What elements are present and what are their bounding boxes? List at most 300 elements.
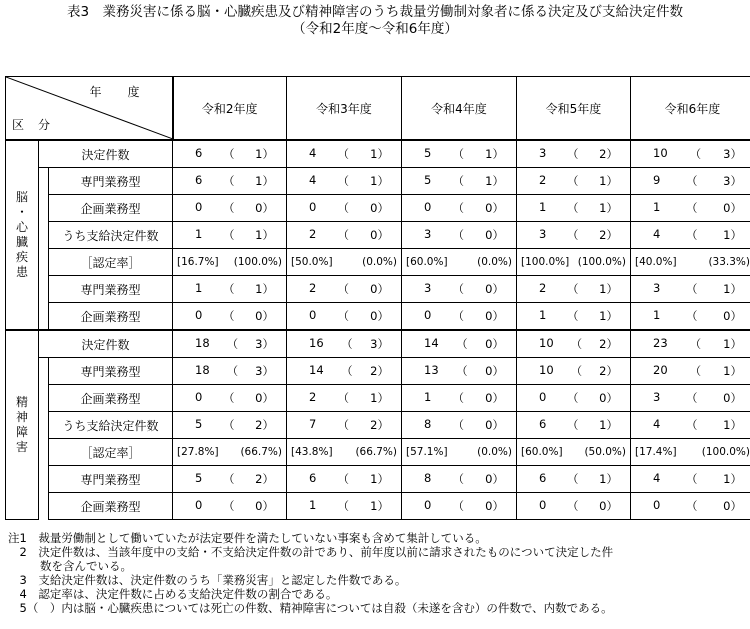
- note-3: 3 支給決定件数は、決定件数のうち「業務災害」と認定した件数である。: [8, 573, 407, 587]
- value-cell: [402, 195, 517, 222]
- note-2: 2 決定件数は、当該年度中の支給・不支給決定件数の計であり、前年度以前に請求されたものについて決定した件: [8, 545, 614, 559]
- value-part: 4: [653, 227, 661, 241]
- section-label-char: 脳: [15, 190, 28, 204]
- value-part: 5: [195, 417, 203, 431]
- value-part: 3）: [723, 147, 742, 161]
- value-part: （: [567, 147, 579, 161]
- value-part: 0）: [599, 391, 618, 405]
- value-part: （: [337, 201, 349, 215]
- value-part: 0）: [485, 282, 504, 296]
- value-part: 0）: [485, 309, 504, 323]
- value-cell: [402, 222, 517, 249]
- indent-cell: [39, 249, 49, 276]
- value-part: (0.0%): [477, 446, 512, 458]
- value-part: （: [570, 364, 583, 378]
- value-cell: [517, 493, 631, 520]
- value-part: 2: [309, 227, 317, 241]
- indent-cell: [39, 276, 49, 303]
- value-part: （: [689, 337, 702, 351]
- value-part: （: [686, 309, 698, 323]
- value-cell: [402, 330, 517, 358]
- table-row: [6, 439, 750, 466]
- value-part: 3: [653, 390, 661, 404]
- value-part: 0: [539, 390, 547, 404]
- header-nendo: 年度: [89, 85, 166, 99]
- value-cell: [517, 466, 631, 493]
- value-part: 3: [653, 281, 661, 295]
- value-part: 1）: [599, 472, 618, 486]
- value-cell: [517, 168, 631, 195]
- table-row: [6, 358, 750, 385]
- value-part: [40.0%]: [635, 256, 677, 268]
- value-cell: [631, 140, 750, 168]
- value-part: （: [341, 337, 353, 351]
- value-cell: [287, 168, 402, 195]
- value-part: 0）: [485, 228, 504, 242]
- value-part: 0）: [255, 201, 274, 215]
- table-row: [6, 385, 750, 412]
- value-part: 2）: [370, 418, 389, 432]
- value-cell: [402, 439, 517, 466]
- value-part: （: [452, 499, 464, 513]
- indent-cell: [39, 358, 49, 385]
- value-part: （: [452, 174, 464, 188]
- value-part: 4: [309, 146, 317, 160]
- section-label: [6, 330, 39, 520]
- value-cell: [173, 439, 287, 466]
- row-label: うち支給決定件数: [49, 412, 173, 439]
- value-cell: [173, 140, 287, 168]
- row-label: 決定件数: [39, 330, 173, 358]
- note-5: 5（ ）内は脳・心臓疾患については死亡の件数、精神障害については自殺（未遂を含む）の件数で、内数である。: [8, 601, 613, 615]
- row-label: 専門業務型: [49, 358, 173, 385]
- value-part: [16.7%]: [177, 256, 219, 268]
- table-row: [6, 140, 750, 168]
- value-part: 16: [309, 336, 324, 350]
- value-part: 1）: [255, 282, 274, 296]
- value-part: (100.0%): [577, 256, 626, 268]
- value-part: 6: [539, 471, 547, 485]
- value-part: 5: [424, 173, 432, 187]
- value-part: 23: [653, 336, 668, 350]
- value-part: 1）: [599, 174, 618, 188]
- value-part: [43.8%]: [291, 446, 333, 458]
- value-part: （: [686, 174, 698, 188]
- value-cell: [631, 222, 750, 249]
- row-label: 専門業務型: [49, 276, 173, 303]
- value-cell: [402, 303, 517, 331]
- value-part: 10: [539, 363, 554, 377]
- value-part: 0）: [723, 309, 742, 323]
- indent-cell: [39, 493, 49, 520]
- table-row: [6, 303, 750, 331]
- value-part: 0）: [370, 228, 389, 242]
- indent-cell: [39, 439, 49, 466]
- value-cell: [631, 466, 750, 493]
- value-cell: [287, 439, 402, 466]
- value-part: 1: [539, 308, 547, 322]
- value-part: 0: [424, 200, 432, 214]
- table-row: [6, 168, 750, 195]
- value-cell: [402, 276, 517, 303]
- value-part: 1）: [485, 174, 504, 188]
- value-cell: [173, 222, 287, 249]
- value-part: 2: [309, 390, 317, 404]
- value-part: 0）: [485, 201, 504, 215]
- value-part: （: [223, 147, 235, 161]
- value-cell: [173, 385, 287, 412]
- value-part: 18: [195, 336, 210, 350]
- value-part: 2）: [599, 364, 618, 378]
- value-part: （: [337, 228, 349, 242]
- value-part: 1）: [370, 391, 389, 405]
- value-part: (0.0%): [362, 256, 397, 268]
- year-header: 令和3年度: [287, 77, 402, 141]
- year-header: 令和5年度: [517, 77, 631, 141]
- value-part: （: [686, 499, 698, 513]
- indent-cell: [39, 466, 49, 493]
- value-part: 0: [424, 498, 432, 512]
- section-label-char: 害: [15, 440, 28, 454]
- value-part: 1）: [370, 174, 389, 188]
- value-part: 9: [653, 173, 661, 187]
- title-line-2: （令和2年度～令和6年度）: [292, 21, 458, 37]
- value-part: 1: [539, 200, 547, 214]
- value-part: 0）: [723, 499, 742, 513]
- value-part: 3: [424, 227, 432, 241]
- section-label-char: 心: [15, 220, 28, 234]
- value-cell: [517, 249, 631, 276]
- value-part: 3: [539, 227, 547, 241]
- value-part: 5: [424, 146, 432, 160]
- value-part: 3）: [255, 337, 274, 351]
- header-kubun: 区分: [12, 118, 65, 132]
- value-cell: [631, 412, 750, 439]
- indent-cell: [39, 168, 49, 195]
- value-part: （: [452, 201, 464, 215]
- value-cell: [631, 439, 750, 466]
- value-part: 1）: [723, 228, 742, 242]
- value-part: 0）: [255, 309, 274, 323]
- value-part: 0: [195, 308, 203, 322]
- indent-cell: [39, 412, 49, 439]
- value-part: 1）: [599, 418, 618, 432]
- value-part: (100.0%): [701, 446, 750, 458]
- section-label: [6, 140, 39, 330]
- value-cell: [287, 385, 402, 412]
- section-label-char: 障: [15, 425, 28, 439]
- value-cell: [173, 276, 287, 303]
- value-cell: [517, 195, 631, 222]
- value-part: 2）: [599, 147, 618, 161]
- value-part: 0）: [485, 337, 504, 351]
- value-part: 0）: [485, 418, 504, 432]
- value-cell: [287, 412, 402, 439]
- value-part: （: [567, 391, 579, 405]
- value-part: 6: [539, 417, 547, 431]
- value-part: （: [337, 391, 349, 405]
- value-cell: [287, 330, 402, 358]
- value-part: 1）: [485, 147, 504, 161]
- note-1: 注1 裁量労働制として働いていたが法定要件を満たしていない事案も含めて集計している。: [8, 531, 487, 545]
- indent-cell: [39, 303, 49, 331]
- table-row: [6, 195, 750, 222]
- value-cell: [173, 466, 287, 493]
- value-part: 2: [539, 281, 547, 295]
- value-cell: [402, 249, 517, 276]
- value-part: （: [337, 418, 349, 432]
- table-title: [0, 4, 750, 38]
- value-part: 1: [653, 200, 661, 214]
- value-part: （: [337, 282, 349, 296]
- table-row: [6, 222, 750, 249]
- value-part: （: [452, 228, 464, 242]
- value-part: （: [567, 282, 579, 296]
- row-label: 専門業務型: [49, 466, 173, 493]
- value-part: （: [223, 391, 235, 405]
- value-part: 0）: [255, 499, 274, 513]
- value-part: 0: [195, 390, 203, 404]
- value-part: 1）: [599, 282, 618, 296]
- value-part: （: [452, 391, 464, 405]
- value-part: （: [452, 147, 464, 161]
- value-part: （: [686, 228, 698, 242]
- value-part: 14: [309, 363, 324, 377]
- value-cell: [402, 493, 517, 520]
- value-cell: [517, 276, 631, 303]
- note-4: 4 認定率は、決定件数に占める支給決定件数の割合である。: [8, 587, 338, 601]
- value-part: 1）: [370, 499, 389, 513]
- value-part: (50.0%): [584, 446, 626, 458]
- value-part: 0）: [485, 364, 504, 378]
- value-part: （: [567, 228, 579, 242]
- value-part: 1）: [370, 147, 389, 161]
- section-label-char: 疾: [15, 250, 28, 264]
- value-part: 0）: [485, 499, 504, 513]
- value-cell: [402, 168, 517, 195]
- row-label: うち支給決定件数: [49, 222, 173, 249]
- value-part: 0）: [255, 391, 274, 405]
- value-cell: [631, 168, 750, 195]
- value-cell: [287, 466, 402, 493]
- value-cell: [631, 195, 750, 222]
- value-part: （: [452, 282, 464, 296]
- value-cell: [631, 303, 750, 331]
- value-part: （: [567, 201, 579, 215]
- value-part: （: [226, 364, 239, 378]
- year-header: 令和2年度: [173, 77, 287, 141]
- value-cell: [173, 168, 287, 195]
- value-cell: [173, 412, 287, 439]
- table-row: [6, 330, 750, 358]
- value-part: 0）: [370, 282, 389, 296]
- value-cell: [173, 330, 287, 358]
- value-part: （: [226, 337, 239, 351]
- value-part: 14: [424, 336, 439, 350]
- indent-cell: [39, 195, 49, 222]
- value-part: 1）: [723, 282, 742, 296]
- value-cell: [287, 222, 402, 249]
- value-part: 0: [539, 498, 547, 512]
- table-row: [6, 412, 750, 439]
- value-part: 10: [539, 336, 554, 350]
- value-part: （: [337, 499, 349, 513]
- value-part: [60.0%]: [406, 256, 448, 268]
- row-label: ［認定率］: [49, 249, 173, 276]
- value-part: 2）: [599, 228, 618, 242]
- value-cell: [517, 140, 631, 168]
- value-part: 5: [195, 471, 203, 485]
- value-part: 1）: [723, 472, 742, 486]
- value-part: （: [337, 309, 349, 323]
- value-part: 1）: [599, 309, 618, 323]
- header-corner: [6, 77, 173, 141]
- value-part: 0: [309, 200, 317, 214]
- row-label: 決定件数: [39, 140, 173, 168]
- value-part: 3）: [255, 364, 274, 378]
- value-part: （: [456, 364, 468, 378]
- indent-cell: [39, 385, 49, 412]
- note-2-cont: 数を含んでいる。: [40, 559, 132, 573]
- value-part: (66.7%): [355, 446, 397, 458]
- value-part: 8: [424, 471, 432, 485]
- value-cell: [631, 385, 750, 412]
- value-part: （: [686, 418, 698, 432]
- value-part: 2）: [255, 472, 274, 486]
- value-cell: [402, 412, 517, 439]
- value-part: 1）: [255, 174, 274, 188]
- value-part: [17.4%]: [635, 446, 677, 458]
- value-part: （: [223, 499, 235, 513]
- section-label-char: ・: [15, 205, 28, 219]
- value-part: 0）: [599, 499, 618, 513]
- value-part: 1）: [723, 337, 742, 351]
- indent-cell: [39, 222, 49, 249]
- value-part: 1）: [255, 147, 274, 161]
- value-cell: [631, 249, 750, 276]
- value-cell: [173, 303, 287, 331]
- value-part: 0: [309, 308, 317, 322]
- value-cell: [517, 303, 631, 331]
- value-part: 1: [653, 308, 661, 322]
- value-part: (0.0%): [477, 256, 512, 268]
- value-part: （: [456, 337, 468, 351]
- value-cell: [402, 466, 517, 493]
- value-cell: [287, 276, 402, 303]
- value-part: 0: [653, 498, 661, 512]
- value-cell: [631, 276, 750, 303]
- value-part: 6: [195, 146, 203, 160]
- value-part: [27.8%]: [177, 446, 219, 458]
- value-cell: [517, 439, 631, 466]
- value-part: 0: [424, 308, 432, 322]
- value-part: （: [686, 201, 698, 215]
- value-cell: [517, 222, 631, 249]
- value-part: 1）: [599, 201, 618, 215]
- value-part: 4: [653, 417, 661, 431]
- value-cell: [287, 358, 402, 385]
- value-part: [100.0%]: [521, 256, 570, 268]
- value-part: 2）: [599, 337, 618, 351]
- value-part: （: [223, 309, 235, 323]
- value-part: （: [223, 228, 235, 242]
- value-cell: [517, 385, 631, 412]
- value-part: （: [223, 201, 235, 215]
- value-part: 4: [309, 173, 317, 187]
- value-part: （: [337, 147, 349, 161]
- footnotes: [8, 531, 613, 615]
- value-part: 6: [195, 173, 203, 187]
- value-cell: [402, 385, 517, 412]
- value-part: （: [686, 282, 698, 296]
- value-part: （: [570, 337, 583, 351]
- value-part: 0）: [723, 201, 742, 215]
- value-part: 0）: [370, 309, 389, 323]
- value-part: 1）: [723, 418, 742, 432]
- value-part: （: [452, 472, 464, 486]
- value-part: 8: [424, 417, 432, 431]
- value-cell: [287, 140, 402, 168]
- value-cell: [631, 330, 750, 358]
- value-cell: [173, 358, 287, 385]
- value-part: [57.1%]: [406, 446, 448, 458]
- row-label: 企画業務型: [49, 385, 173, 412]
- statistics-table: [5, 76, 750, 520]
- value-part: （: [689, 364, 702, 378]
- value-part: 4: [653, 471, 661, 485]
- value-part: 0）: [485, 391, 504, 405]
- value-part: （: [686, 391, 698, 405]
- value-cell: [631, 358, 750, 385]
- value-part: （: [337, 472, 349, 486]
- value-part: （: [686, 472, 698, 486]
- value-cell: [173, 195, 287, 222]
- section-label-char: 神: [15, 410, 28, 424]
- value-cell: [287, 195, 402, 222]
- row-label: 企画業務型: [49, 303, 173, 331]
- year-header: 令和4年度: [402, 77, 517, 141]
- value-part: 20: [653, 363, 668, 377]
- value-part: (33.3%): [708, 256, 750, 268]
- title-line-1: 表3 業務災害に係る脳・心臓疾患及び精神障害のうち裁量労働制対象者に係る決定及び支給決定件数: [66, 4, 684, 20]
- value-cell: [517, 412, 631, 439]
- value-part: 1: [195, 227, 203, 241]
- value-part: 3）: [370, 337, 389, 351]
- year-header: 令和6年度: [631, 77, 750, 141]
- value-part: （: [223, 472, 235, 486]
- value-part: 2）: [255, 418, 274, 432]
- value-part: 3）: [723, 174, 742, 188]
- value-part: 0: [195, 498, 203, 512]
- value-part: 13: [424, 363, 439, 377]
- value-part: （: [567, 472, 579, 486]
- section-label-char: 臓: [15, 235, 28, 249]
- value-part: 1: [424, 390, 432, 404]
- table-row: [6, 249, 750, 276]
- section-label-char: 患: [15, 265, 28, 279]
- value-part: 3: [424, 281, 432, 295]
- table-row: [6, 276, 750, 303]
- value-cell: [517, 330, 631, 358]
- value-part: （: [567, 174, 579, 188]
- value-cell: [631, 493, 750, 520]
- value-part: 2: [309, 281, 317, 295]
- row-label: 企画業務型: [49, 493, 173, 520]
- value-part: 0）: [723, 391, 742, 405]
- value-part: 7: [309, 417, 317, 431]
- value-part: 18: [195, 363, 210, 377]
- value-part: 1）: [370, 472, 389, 486]
